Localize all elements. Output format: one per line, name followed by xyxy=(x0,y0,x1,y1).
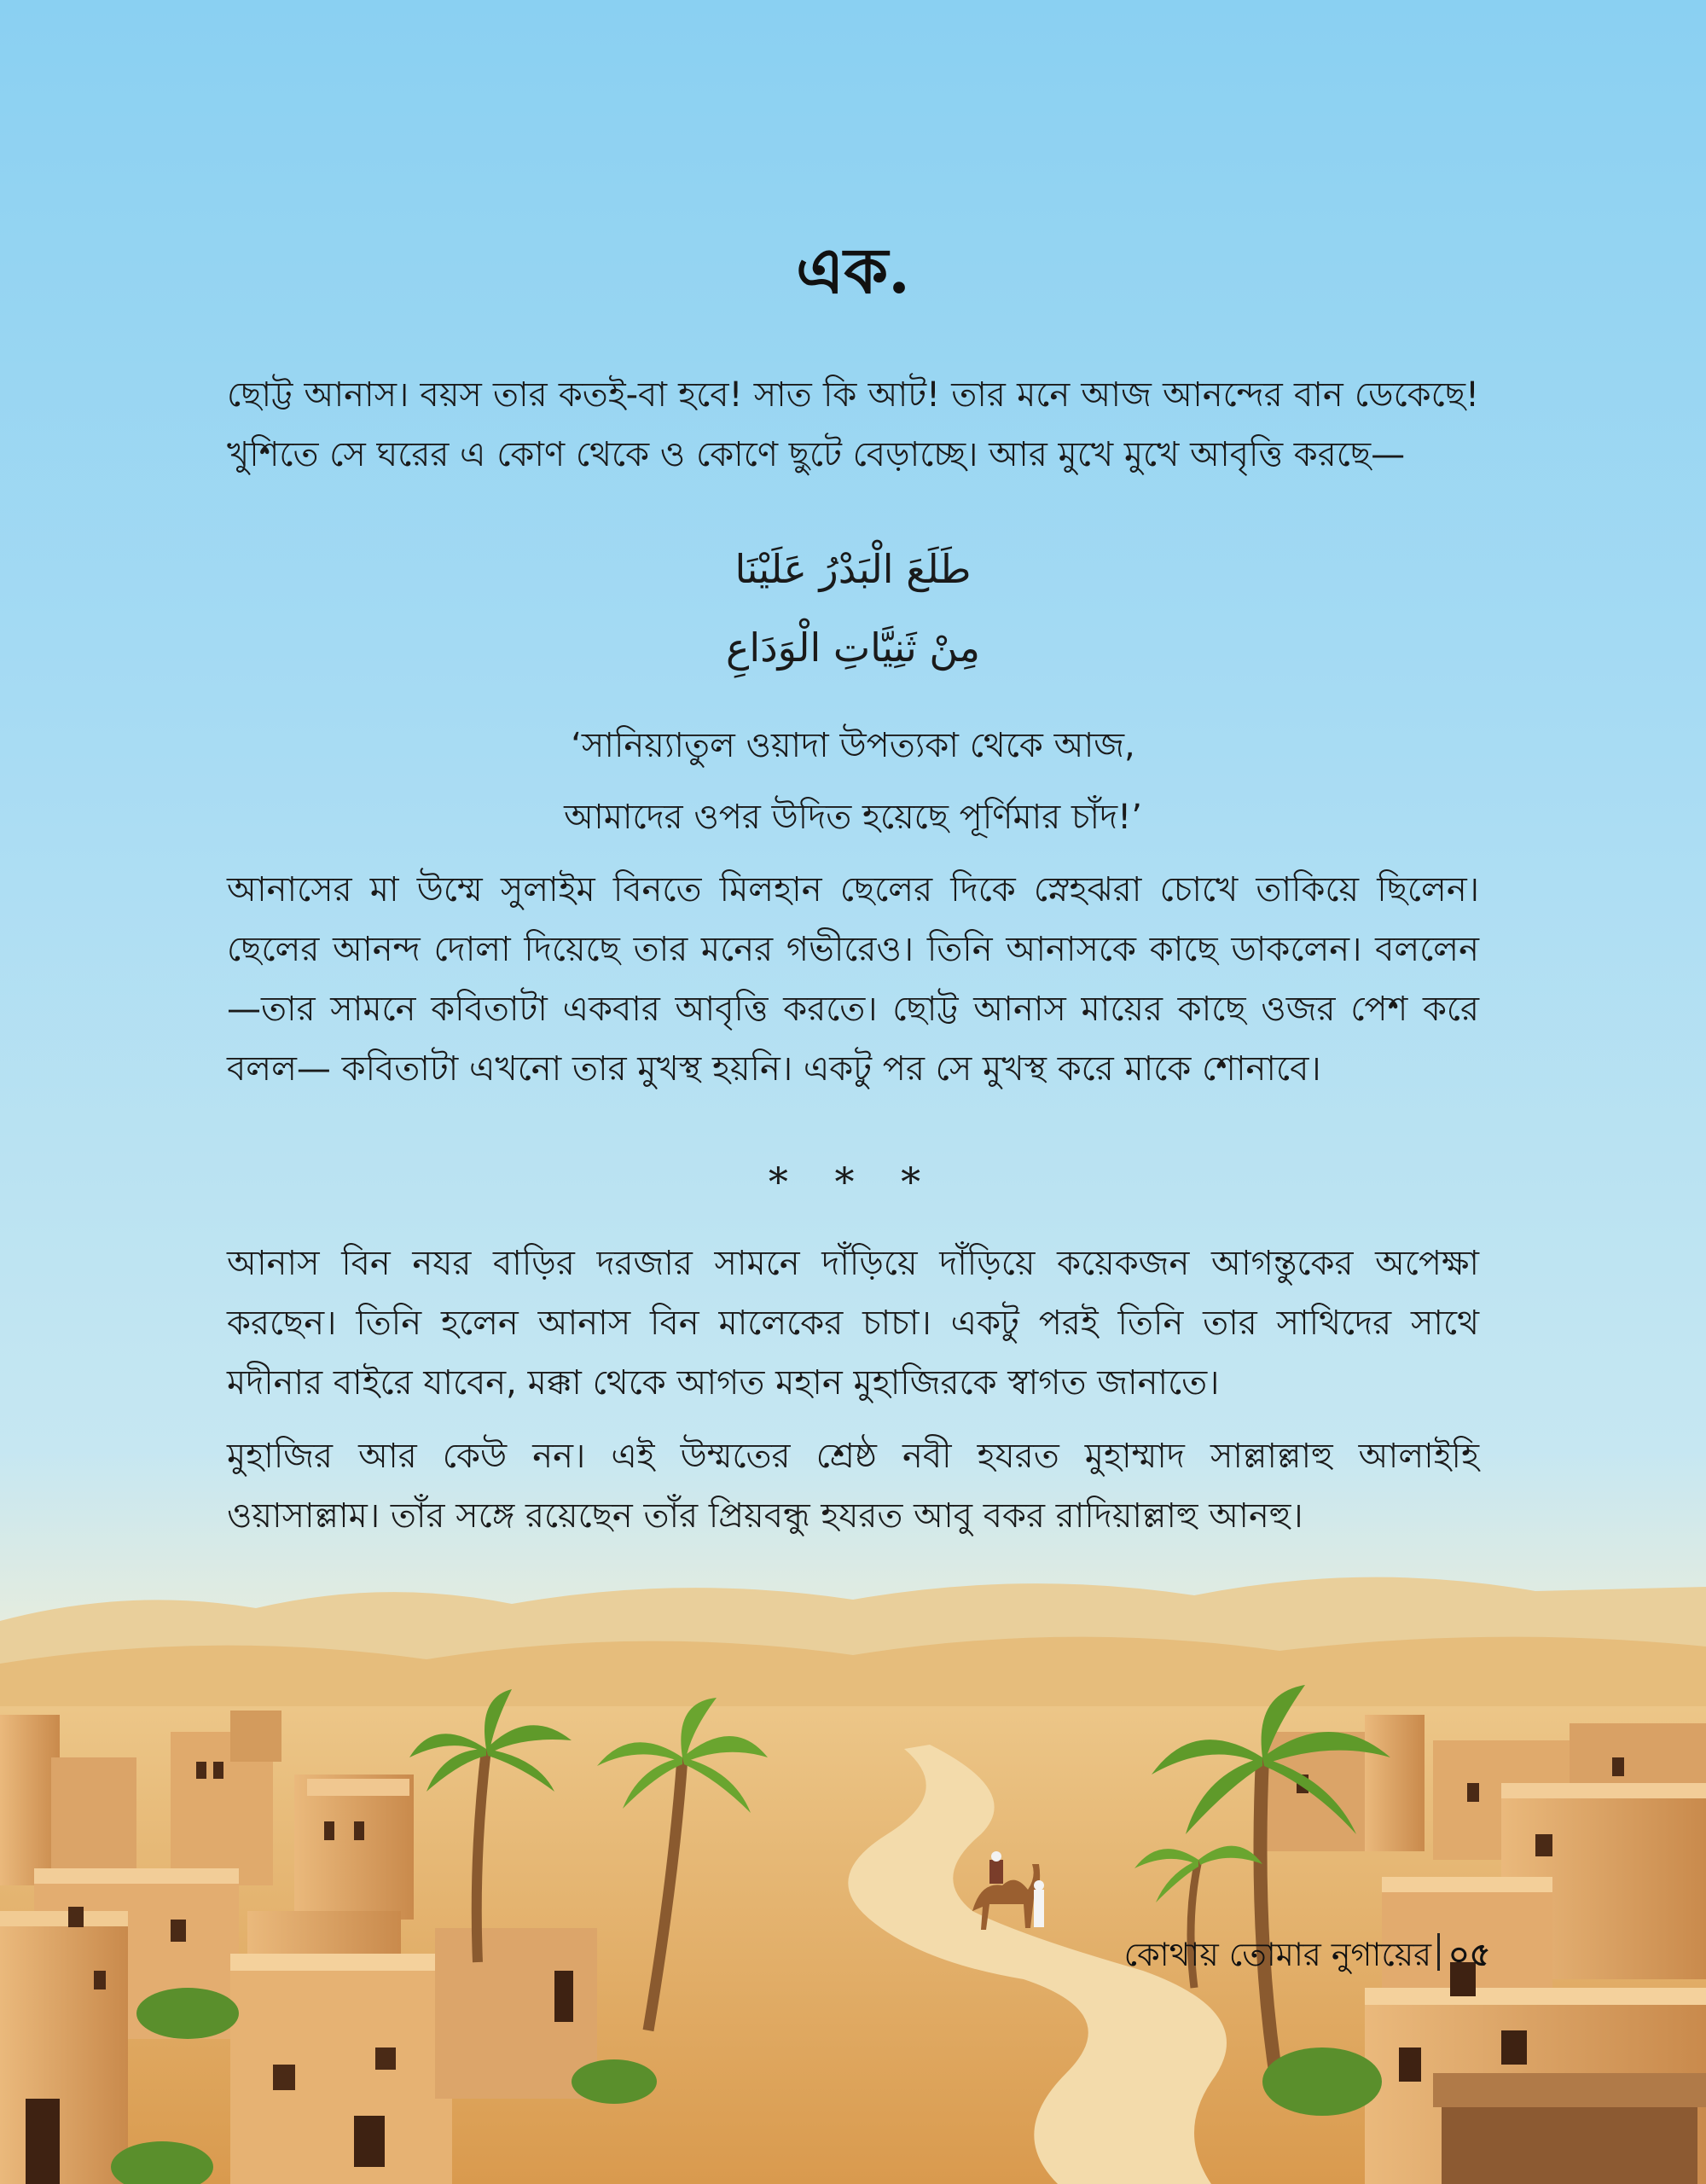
footer-book-title: কোথায় তোমার নুগায়ের xyxy=(1123,1936,1431,1973)
paragraph-uncle: আনাস বিন নযর বাড়ির দরজার সামনে দাঁড়িয়ে দাঁড়িয়ে কয়েকজন আগন্তুকের অপেক্ষা করছেন। তিনি হলেন আনাস বিন মালেকের চাচা। একটু পরই তিনি তার সাথিদের সাথে মদীনার বাইরে যাবেন, মক্কা থেকে আগত মহান মুহাজিরকে স্বাগত জানাতে। xyxy=(227,1244,1479,1403)
poem-translation-line-2: আমাদের ওপর উদিত হয়েছে পূর্ণিমার চাঁদ!’ xyxy=(564,798,1142,837)
paragraph-muhajir: মুহাজির আর কেউ নন। এই উম্মতের শ্রেষ্ঠ নবী হযরত মুহাম্মাদ সাল্লাল্লাহু আলাইহি ওয়াসাল্লাম। তাঁর সঙ্গে রয়েছেন তাঁর প্রিয়বন্ধু হযরত আবু বকর রাদিয়াল্লাহু আনহু। xyxy=(227,1437,1479,1536)
page-number: ০৫ xyxy=(1448,1936,1491,1973)
chapter-title: এক. xyxy=(796,235,910,308)
poem-arabic-line-2: مِنْ ثَنِيَّاتِ الْوَدَاعِ xyxy=(725,624,981,671)
section-separator: * * * xyxy=(768,1159,938,1205)
poem-translation-line-1: ‘সানিয়্যাতুল ওয়াদা উপত্যকা থেকে আজ, xyxy=(571,726,1135,765)
paragraph-opening: ছোট্ট আনাস। বয়স তার কতই-বা হবে! সাত কি আট! তার মনে আজ আনন্দের বান ডেকেছে! খুশিতে সে ঘরের এ কোণ থেকে ও কোণে ছুটে বেড়াচ্ছে। আর মুখে মুখে আবৃত্তি করছে— xyxy=(227,375,1479,474)
poem-arabic-line-1: طَلَعَ الْبَدْرُ عَلَيْنَا xyxy=(734,546,972,592)
footer-separator xyxy=(1437,1933,1440,1971)
paragraph-mother: আনাসের মা উম্মে সুলাইম বিনতে মিলহান ছেলের দিকে স্নেহঝরা চোখে তাকিয়ে ছিলেন। ছেলের আনন্দ দোলা দিয়েছে তার মনের গভীরেও। তিনি আনাসকে কাছে ডাকলেন। বললেন—তার সামনে কবিতাটা একবার আবৃত্তি করতে। ছোট্ট আনাস মায়ের কাছে ওজর পেশ করে বলল— কবিতাটা এখনো তার মুখস্থ হয়নি। একটু পর সে মুখস্থ করে মাকে শোনাবে। xyxy=(227,870,1479,1089)
